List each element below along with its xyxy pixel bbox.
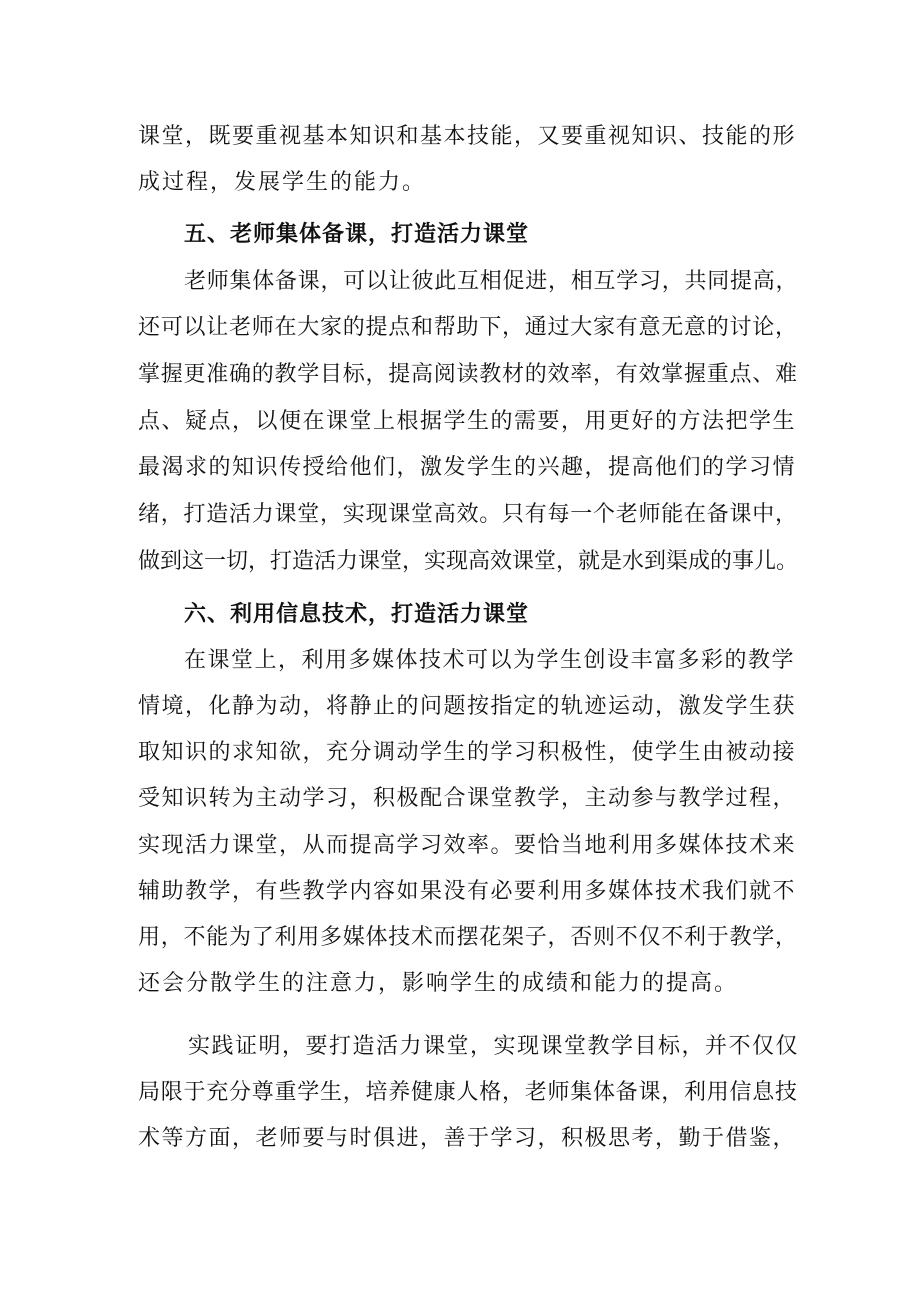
paragraph-line: 在课堂上，利用多媒体技术可以为学生创设丰富多彩的教学: [184, 648, 796, 673]
paragraph-line: 掌握更准确的教学目标，提高阅读教材的效率，有效掌握重点、难: [138, 362, 798, 387]
paragraph-line: 用，不能为了利用多媒体技术而摆花架子，否则不仅不利于教学，: [138, 925, 798, 950]
paragraph-line: 局限于充分尊重学生，培养健康人格，老师集体备课，利用信息技: [138, 1080, 798, 1105]
section-heading-6: 六、利用信息技术，打造活力课堂: [184, 602, 530, 627]
paragraph-line: 成过程，发展学生的能力。: [138, 170, 427, 195]
paragraph-line: 实践证明，要打造活力课堂，实现课堂教学目标，并不仅仅: [188, 1034, 800, 1059]
paragraph-line: 做到这一切，打造活力课堂，实现高效课堂，就是水到渠成的事儿。: [138, 549, 799, 574]
paragraph-line: 取知识的求知欲，充分调动学生的学习积极性，使学生由被动接: [138, 740, 797, 765]
paragraph-line: 受知识转为主动学习，积极配合课堂教学，主动参与教学过程，: [138, 786, 797, 811]
section-heading-5: 五、老师集体备课，打造活力课堂: [184, 222, 530, 247]
paragraph-line: 辅助教学，有些教学内容如果没有必要利用多媒体技术我们就不: [138, 879, 797, 904]
paragraph-line: 还可以让老师在大家的提点和帮助下，通过大家有意无意的讨论，: [138, 315, 798, 340]
paragraph-line: 最渴求的知识传授给他们，激发学生的兴趣，提高他们的学习情: [138, 455, 797, 480]
paragraph-line: 绪，打造活力课堂，实现课堂高效。只有每一个老师能在备课中，: [138, 502, 798, 527]
paragraph-line: 情境，化静为动，将静止的问题按指定的轨迹运动，激发学生获: [138, 694, 797, 719]
paragraph-line: 课堂，既要重视基本知识和基本技能，又要重视知识、技能的形: [138, 124, 797, 149]
paragraph-line: 术等方面，老师要与时俱进，善于学习，积极思考，勤于借鉴，: [138, 1126, 797, 1151]
paragraph-line: 老师集体备课，可以让彼此互相促进，相互学习，共同提高，: [184, 269, 799, 294]
paragraph-line: 还会分散学生的注意力，影响学生的成绩和能力的提高。: [138, 971, 739, 996]
paragraph-line: 点、疑点，以便在课堂上根据学生的需要，用更好的方法把学生: [138, 409, 797, 434]
paragraph-line: 实现活力课堂，从而提高学习效率。要恰当地利用多媒体技术来: [138, 833, 797, 858]
